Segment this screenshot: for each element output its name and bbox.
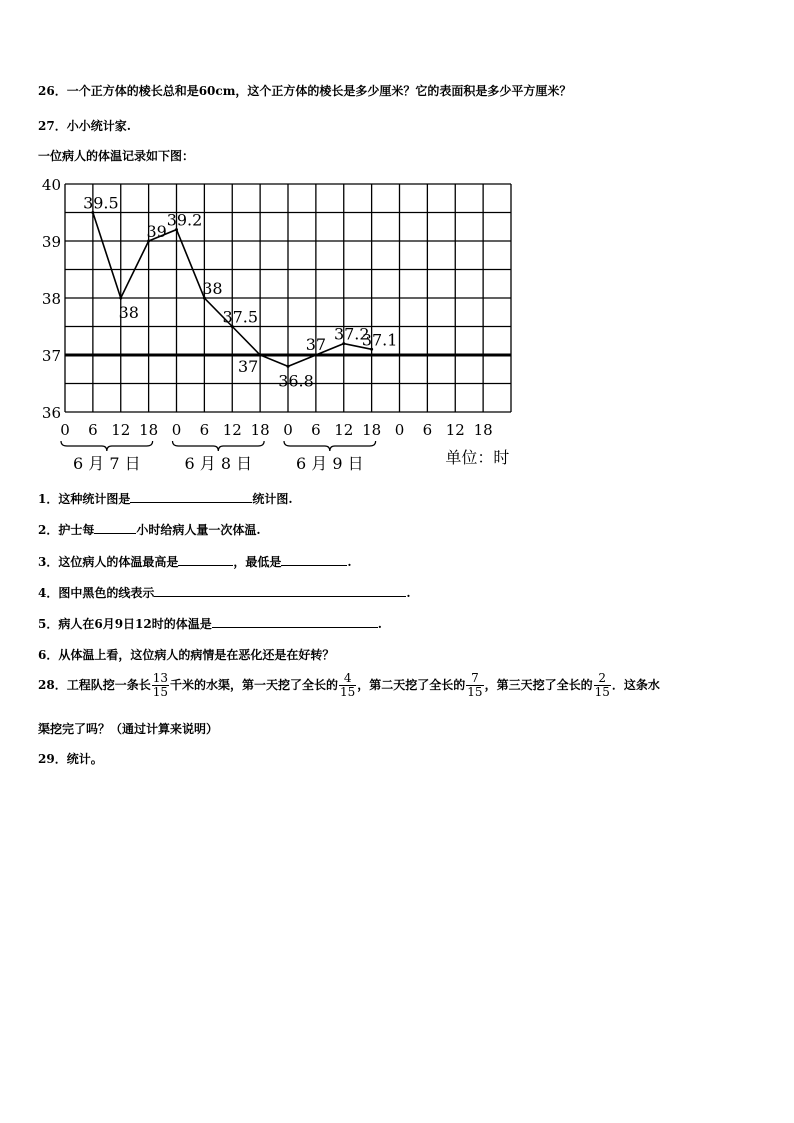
x-tick-label: 6: [311, 421, 321, 439]
fraction-numerator: 4: [339, 672, 356, 686]
y-tick-label: 36: [41, 404, 61, 422]
subquestion-2: [38, 521, 261, 538]
q28-text-b: 千米的水渠，第一天挖了全长的: [169, 678, 338, 692]
subquestion-4-text: 4．图中黑色的线表示: [38, 586, 155, 600]
data-label: 37.1: [361, 330, 398, 350]
data-point: [119, 297, 122, 300]
fraction-denominator: 15: [340, 685, 356, 699]
x-tick-label: 18: [473, 421, 493, 439]
x-tick-label: 0: [171, 421, 182, 439]
subquestion-1-text-end: 统计图.: [252, 492, 293, 506]
day-label: 6 月 7 日: [73, 454, 141, 473]
data-label: 37.5: [222, 307, 259, 327]
day-label: 6 月 9 日: [296, 454, 364, 473]
subquestion-2-text-end: 小时给病人量一次体温.: [136, 523, 261, 537]
q28-text-a: 28．工程队挖一条长: [38, 678, 151, 692]
x-tick-label: 18: [362, 421, 382, 439]
question-27-title: 27．小小统计家.: [38, 119, 131, 133]
question-28: [38, 672, 660, 699]
data-label: 38: [118, 303, 139, 322]
data-point: [259, 354, 262, 357]
x-tick-label: 12: [334, 421, 354, 439]
day-brace: [173, 441, 265, 451]
fraction-denominator: 15: [594, 685, 610, 699]
y-tick-label: 37: [41, 347, 61, 365]
question-27-intro: 一位病人的体温记录如下图：: [38, 149, 195, 163]
subquestion-6: 6．从体温上看，这位病人的病情是在恶化还是在好转？: [38, 648, 335, 662]
subquestion-1: [38, 490, 293, 507]
temperature-chart: [30, 172, 540, 482]
fraction-denominator: 15: [467, 685, 483, 699]
answer-blank[interactable]: [281, 553, 347, 566]
question-26: 26．一个正方体的棱长总和是60cm，这个正方体的棱长是多少厘米？它的表面积是多少平方厘米？: [38, 84, 572, 98]
data-label: 39.2: [166, 210, 203, 230]
q28-text-d: ，第三天挖了全长的: [484, 678, 593, 692]
y-tick-label: 40: [41, 176, 61, 194]
subquestion-3-text-end: .: [347, 555, 352, 569]
question-28-line2: 渠挖完了吗？（通过计算来说明）: [38, 722, 219, 736]
data-point: [287, 365, 290, 368]
fraction-13-15: [152, 672, 169, 699]
fraction-numerator: 13: [152, 671, 168, 685]
answer-blank[interactable]: [94, 521, 136, 534]
day-brace: [61, 441, 153, 451]
subquestion-5-text-end: .: [377, 617, 382, 631]
subquestion-5: [38, 615, 382, 632]
data-label: 36.8: [278, 371, 314, 391]
q28-text-e: ．这条水: [611, 678, 660, 692]
answer-blank[interactable]: [212, 615, 378, 628]
fraction-numerator: 2: [594, 672, 611, 686]
answer-blank[interactable]: [178, 553, 233, 566]
x-tick-label: 0: [394, 421, 405, 439]
subquestion-3: [38, 553, 352, 570]
data-label: 38: [202, 279, 223, 298]
y-tick-label: 38: [41, 290, 61, 308]
data-label: 37: [305, 335, 327, 354]
q28-text-c: ，第二天挖了全长的: [357, 678, 466, 692]
subquestion-4-text-end: .: [406, 586, 411, 600]
answer-blank[interactable]: [130, 490, 252, 503]
fraction-denominator: 15: [152, 685, 168, 699]
x-tick-label: 0: [60, 421, 70, 439]
x-tick-label: 12: [111, 421, 131, 439]
subquestion-3-text-mid: ，最低是: [233, 555, 282, 569]
x-tick-label: 12: [445, 421, 465, 439]
subquestion-5-text: 5．病人在6月9日12时的体温是: [38, 617, 212, 631]
data-label: 37: [237, 357, 259, 376]
subquestion-2-text: 2．护士每: [38, 523, 95, 537]
day-brace: [284, 441, 376, 451]
y-tick-label: 39: [41, 233, 61, 251]
day-label: 6 月 8 日: [184, 454, 253, 473]
fraction-2-15: [594, 672, 611, 699]
x-tick-label: 12: [222, 421, 242, 439]
x-tick-label: 6: [88, 421, 98, 439]
fraction-7-15: [466, 672, 483, 699]
x-tick-label: 6: [199, 421, 210, 439]
data-label: 39: [146, 222, 167, 241]
fraction-4-15: [339, 672, 356, 699]
data-label: 39.5: [83, 193, 119, 213]
x-tick-label: 18: [139, 421, 159, 439]
fraction-numerator: 7: [466, 672, 483, 686]
unit-label: 单位：时: [445, 448, 510, 467]
answer-blank[interactable]: [154, 584, 406, 597]
subquestion-4: [38, 584, 411, 601]
data-label: 37.2: [333, 324, 370, 344]
x-tick-label: 18: [250, 421, 270, 439]
question-29: 29．统计。: [38, 752, 103, 766]
subquestion-3-text: 3．这位病人的体温最高是: [38, 555, 179, 569]
subquestion-1-text: 1．这种统计图是: [38, 492, 131, 506]
x-tick-label: 0: [283, 421, 293, 439]
x-tick-label: 6: [422, 421, 433, 439]
